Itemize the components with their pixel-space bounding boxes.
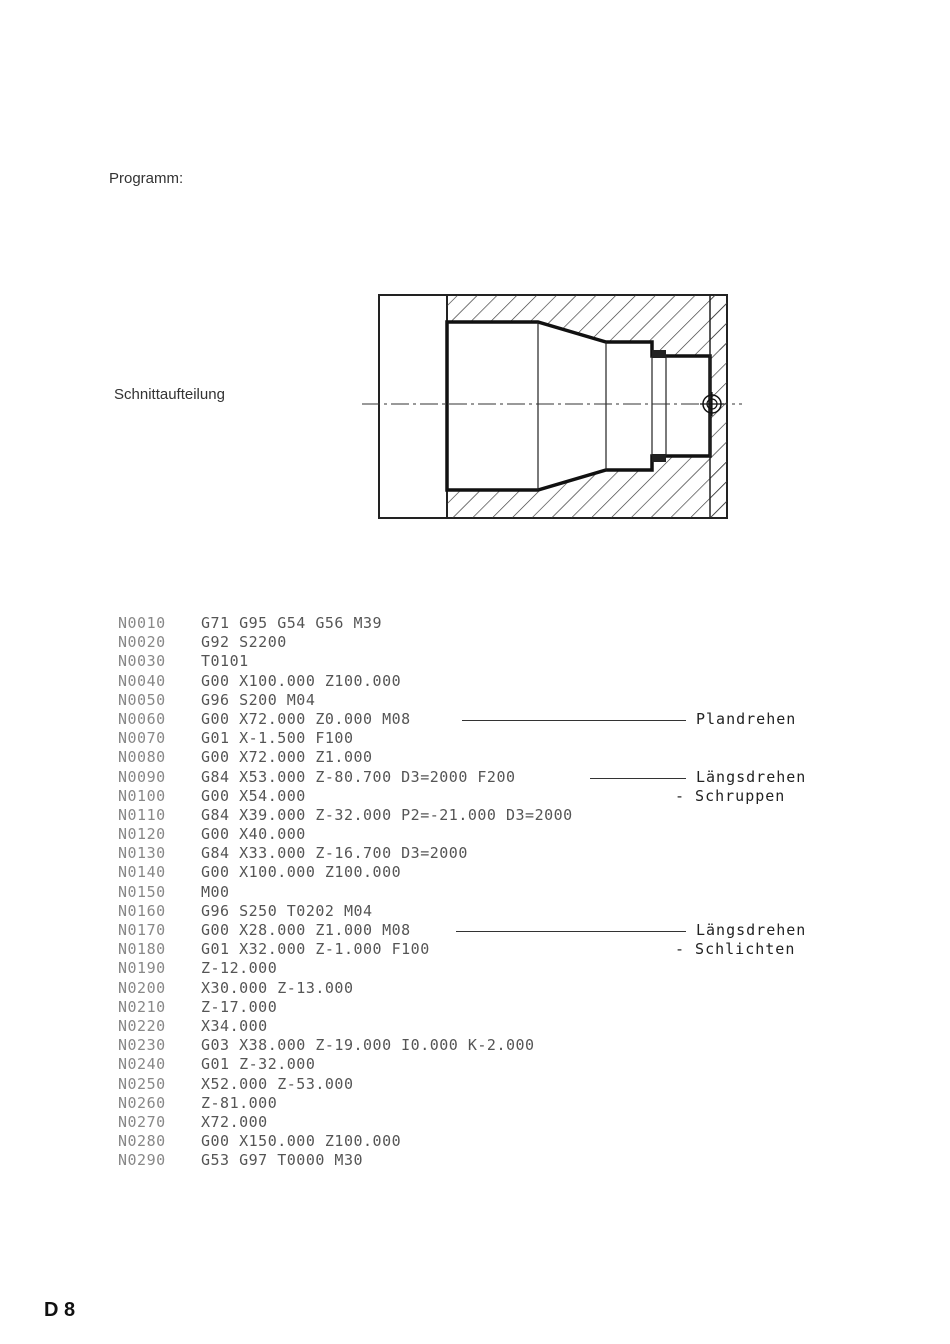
part-cross-section-drawing bbox=[355, 290, 750, 530]
code-line: N0290 G53 G97 T0000 M30 bbox=[118, 1151, 364, 1170]
code-line: N0120 G00 X40.000 bbox=[118, 825, 306, 844]
note-finishing: - Schlichten bbox=[675, 940, 796, 959]
section-heading: Schnittaufteilung bbox=[114, 386, 225, 403]
code-line: N0260 Z-81.000 bbox=[118, 1093, 278, 1112]
code-line: N0140 G00 X100.000 Z100.000 bbox=[118, 863, 402, 882]
code-line: N0040 G00 X100.000 Z100.000 bbox=[118, 671, 402, 690]
leader-line bbox=[462, 720, 686, 721]
code-line: N0280 G00 X150.000 Z100.000 bbox=[118, 1132, 402, 1151]
leader-line bbox=[456, 931, 686, 932]
code-line: N0080 G00 X72.000 Z1.000 bbox=[118, 748, 373, 767]
leader-line bbox=[590, 778, 686, 779]
code-line: N0090 G84 X53.000 Z-80.700 D3=2000 F200 Längsdrehen bbox=[118, 767, 807, 786]
code-line: N0100 G00 X54.000 - Schruppen bbox=[118, 786, 786, 805]
code-line: N0020 G92 S2200 bbox=[118, 633, 287, 652]
code-line: N0010 G71 G95 G54 G56 M39 bbox=[118, 614, 383, 632]
page-number: D 8 bbox=[44, 1299, 76, 1321]
note-longitudinal-1: Längsdrehen bbox=[696, 767, 807, 786]
code-line: N0270 X72.000 bbox=[118, 1112, 268, 1131]
code-line: N0030 T0101 bbox=[118, 652, 249, 671]
code-line: N0150 M00 bbox=[118, 882, 230, 901]
chuck-block bbox=[379, 295, 447, 518]
code-line: N0230 G03 X38.000 Z-19.000 I0.000 K-2.000 bbox=[118, 1036, 535, 1055]
code-line: N0180 G01 X32.000 Z-1.000 F100 - Schlichten bbox=[118, 940, 796, 959]
code-line: N0050 G96 S200 M04 bbox=[118, 690, 316, 709]
note-facing: Plandrehen bbox=[696, 709, 797, 728]
code-line: N0210 Z-17.000 bbox=[118, 997, 278, 1016]
code-line: N0190 Z-12.000 bbox=[118, 959, 278, 978]
program-heading: Programm: bbox=[109, 170, 184, 187]
code-line: N0110 G84 X39.000 Z-32.000 P2=-21.000 D3=2000 bbox=[118, 805, 573, 824]
code-line: N0250 X52.000 Z-53.000 bbox=[118, 1074, 354, 1093]
code-line: N0060 G00 X72.000 Z0.000 M08 Plandrehen bbox=[118, 709, 797, 728]
code-line: N0160 G96 S250 T0202 M04 bbox=[118, 901, 373, 920]
cnc-program-listing bbox=[118, 614, 807, 1170]
code-line: N0170 G00 X28.000 Z1.000 M08 Längsdrehen bbox=[118, 921, 807, 939]
code-line: N0130 G84 X33.000 Z-16.700 D3=2000 bbox=[118, 844, 468, 863]
code-line: N0240 G01 Z-32.000 bbox=[118, 1055, 316, 1074]
note-roughing: - Schruppen bbox=[675, 786, 786, 805]
code-line: N0220 X34.000 bbox=[118, 1016, 268, 1035]
code-line: N0200 X30.000 Z-13.000 bbox=[118, 978, 354, 997]
code-line: N0070 G01 X-1.500 F100 bbox=[118, 729, 354, 748]
note-longitudinal-2: Längsdrehen bbox=[696, 921, 807, 939]
